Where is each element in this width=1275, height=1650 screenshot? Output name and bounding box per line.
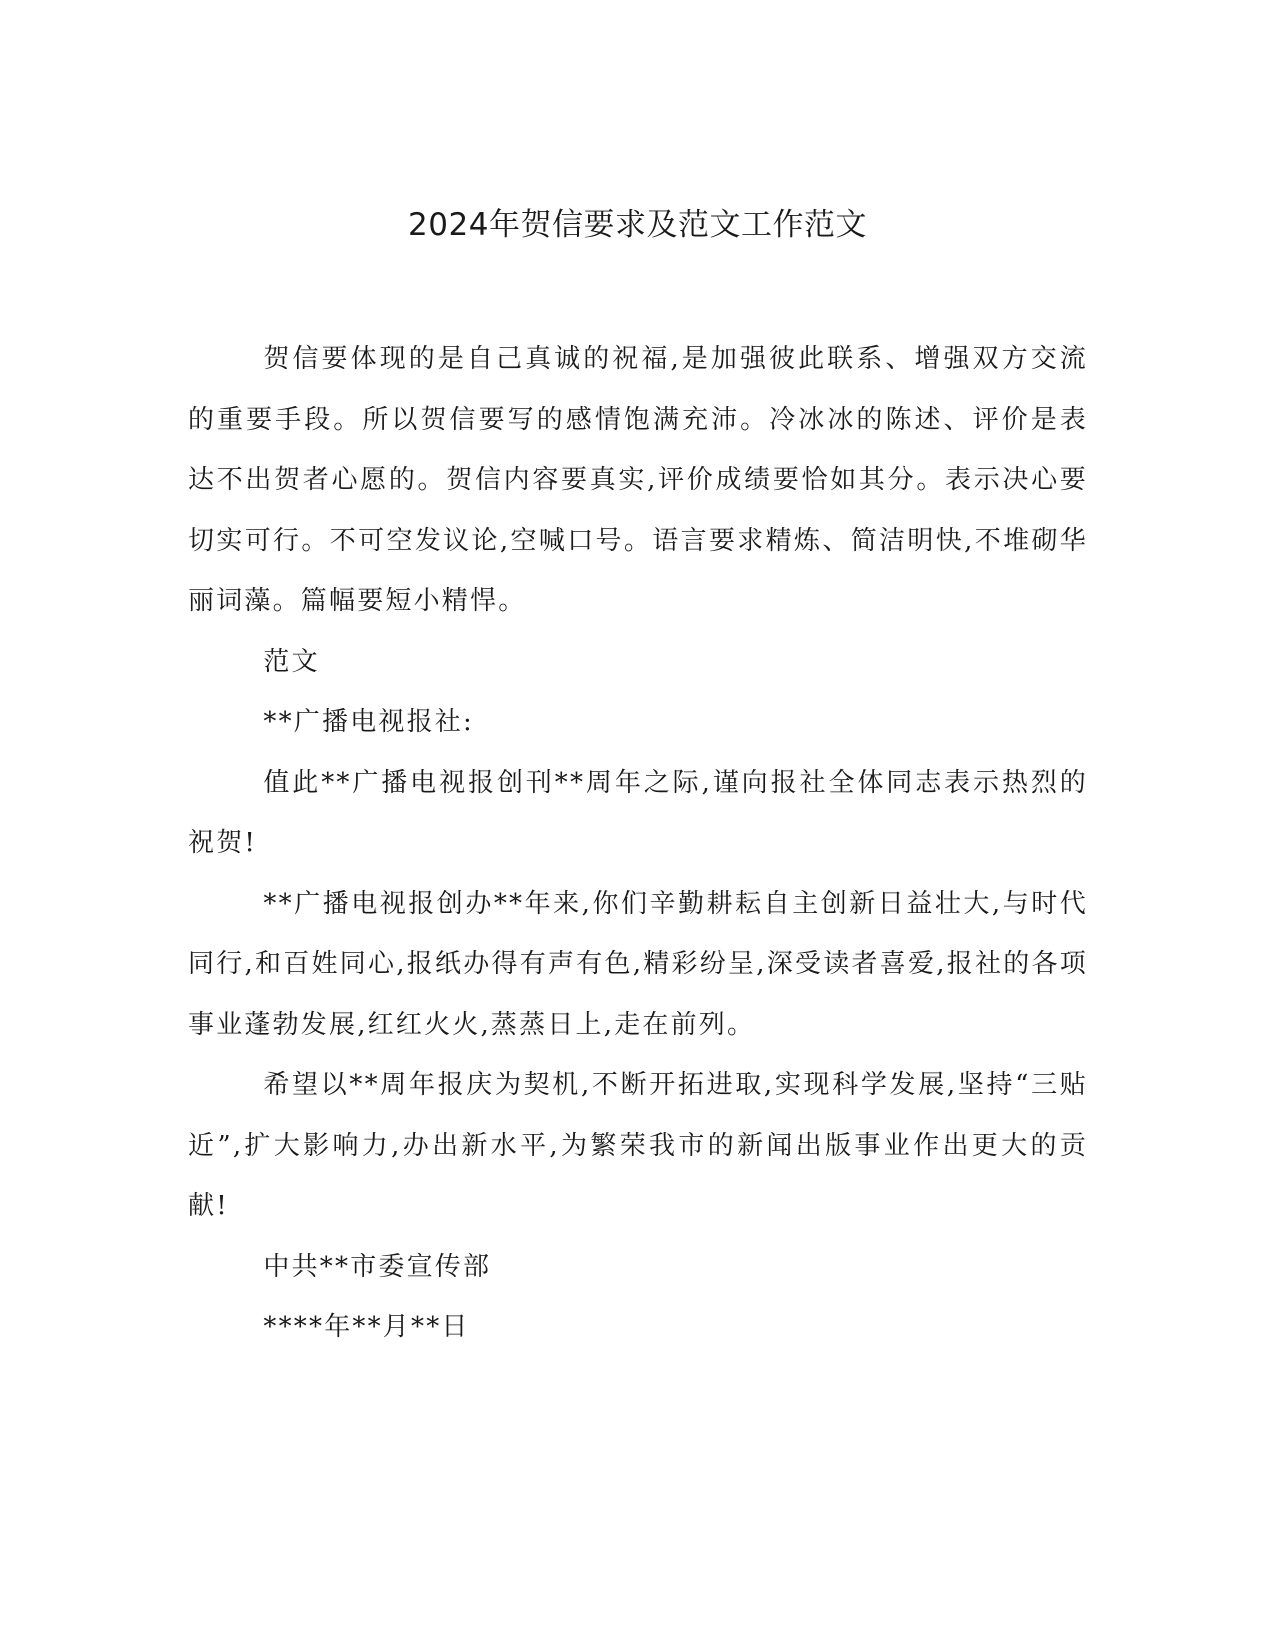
sample-heading: 范文 [263, 646, 320, 677]
intro-paragraph: 贺信要体现的是自己真诚的祝福,是加强彼此联系、增强双方交流的重要手段。所以贺信要写的感情饱满充沛。冷冰冰的陈述、评价是表达不出贺者心愿的。贺信内容要真实,评价成绩要恰如其分。表示决心要切实可行。不可空发议论,空喊口号。语言要求精炼、简洁明快,不堆砌华丽词藻。篇幅要短小精悍。 [188, 344, 1088, 616]
letter-paragraph: 希望以**周年报庆为契机,不断开拓进取,实现科学发展,坚持“三贴近”,扩大影响力,办出新水平,为繁荣我市的新闻出版事业作出更大的贡献! [188, 1070, 1088, 1221]
letter-paragraph: **广播电视报创办**年来,你们辛勤耕耘自主创新日益壮大,与时代同行,和百姓同心,报纸办得有声有色,精彩纷呈,深受读者喜爱,报社的各项事业蓬勃发展,红红火火,蒸蒸日上,走在前列。 [188, 888, 1088, 1040]
letter-paragraph: 值此**广播电视报创刊**周年之际,谨向报社全体同志表示热烈的祝贺! [188, 767, 1088, 858]
document-title: 2024年贺信要求及范文工作范文 [408, 207, 867, 243]
document-body [188, 329, 1088, 1358]
letter-salutation: **广播电视报社: [263, 707, 474, 737]
letter-signature: 中共**市委宣传部 [263, 1251, 492, 1282]
letter-date: ****年**月**日 [263, 1312, 470, 1342]
